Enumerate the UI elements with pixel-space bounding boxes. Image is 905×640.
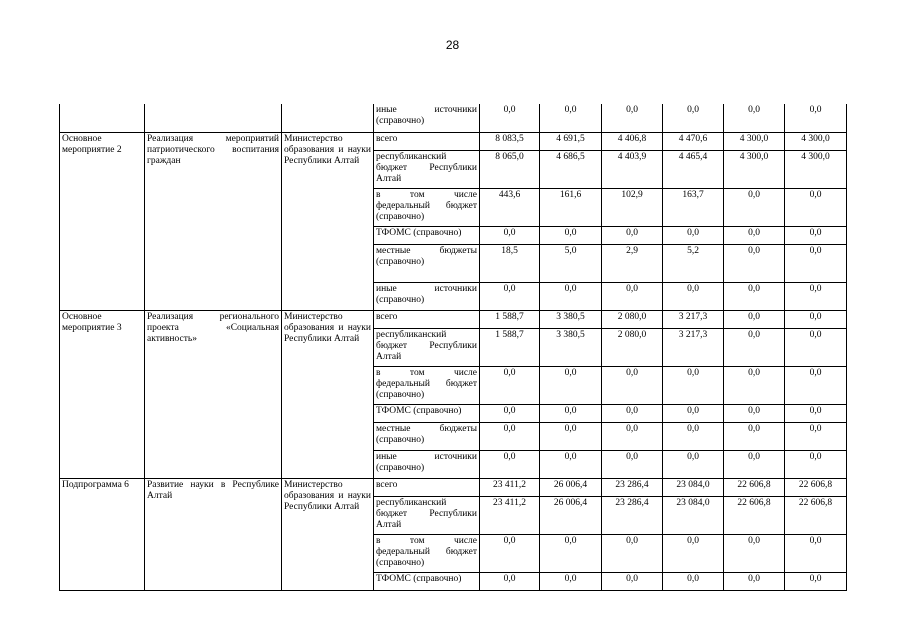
value-cell: 0,0 (602, 226, 663, 244)
funding-source-cell: иные источники (справочно) (374, 450, 480, 478)
value-cell: 4 300,0 (724, 150, 785, 188)
funding-source-cell: ТФОМС (справочно) (374, 226, 480, 244)
value-cell: 0,0 (724, 534, 785, 572)
value-cell: 4 470,6 (663, 132, 724, 150)
value-cell: 0,0 (663, 282, 724, 310)
value-cell: 3 380,5 (540, 310, 602, 328)
value-cell: 0,0 (602, 366, 663, 404)
value-cell: 0,0 (724, 404, 785, 422)
value-cell: 0,0 (724, 188, 785, 226)
value-cell: 4 300,0 (785, 150, 847, 188)
value-cell: 4 300,0 (785, 132, 847, 150)
value-cell: 0,0 (663, 534, 724, 572)
value-cell: 0,0 (663, 366, 724, 404)
value-cell: 4 300,0 (724, 132, 785, 150)
value-cell: 0,0 (724, 226, 785, 244)
value-cell: 5,0 (540, 244, 602, 282)
funding-source-cell: всего (374, 478, 480, 496)
value-cell: 0,0 (480, 572, 540, 590)
value-cell: 2,9 (602, 244, 663, 282)
event-name-cell: Развитие науки в Республике Алтай (145, 478, 282, 590)
value-cell: 0,0 (540, 422, 602, 450)
value-cell: 0,0 (785, 366, 847, 404)
value-cell: 4 465,4 (663, 150, 724, 188)
value-cell: 0,0 (785, 244, 847, 282)
value-cell: 0,0 (540, 404, 602, 422)
value-cell: 0,0 (785, 282, 847, 310)
value-cell: 0,0 (480, 226, 540, 244)
value-cell: 0,0 (540, 226, 602, 244)
value-cell: 0,0 (724, 366, 785, 404)
value-cell: 0,0 (663, 104, 724, 132)
value-cell: 0,0 (724, 104, 785, 132)
table-row (60, 478, 847, 496)
value-cell: 0,0 (724, 244, 785, 282)
value-cell: 26 006,4 (540, 478, 602, 496)
value-cell: 23 286,4 (602, 496, 663, 534)
value-cell: 0,0 (602, 534, 663, 572)
funding-source-cell: иные источники (справочно) (374, 282, 480, 310)
event-name-cell: Реализация мероприятий патриотического воспитания граждан (145, 132, 282, 310)
value-cell: 4 403,9 (602, 150, 663, 188)
value-cell: 0,0 (602, 572, 663, 590)
value-cell: 0,0 (480, 282, 540, 310)
value-cell: 0,0 (602, 282, 663, 310)
responsible-cell: Министерство образования и науки Республики Алтай (282, 132, 374, 310)
funding-source-cell: всего (374, 310, 480, 328)
value-cell: 22 606,8 (724, 496, 785, 534)
value-cell: 0,0 (785, 422, 847, 450)
funding-source-cell: всего (374, 132, 480, 150)
value-cell: 0,0 (602, 450, 663, 478)
value-cell: 0,0 (602, 422, 663, 450)
value-cell: 8 083,5 (480, 132, 540, 150)
value-cell: 0,0 (724, 572, 785, 590)
value-cell: 0,0 (724, 328, 785, 366)
value-cell: 0,0 (785, 404, 847, 422)
value-cell: 5,2 (663, 244, 724, 282)
value-cell: 0,0 (724, 422, 785, 450)
value-cell: 0,0 (663, 450, 724, 478)
event-name-cell: Реализация регионального проекта «Социальная активность» (145, 310, 282, 478)
event-name-cell (145, 104, 282, 132)
value-cell: 0,0 (480, 534, 540, 572)
value-cell: 0,0 (540, 572, 602, 590)
value-cell: 3 380,5 (540, 328, 602, 366)
value-cell: 1 588,7 (480, 310, 540, 328)
value-cell: 0,0 (663, 404, 724, 422)
value-cell: 0,0 (663, 572, 724, 590)
value-cell: 2 080,0 (602, 328, 663, 366)
funding-source-cell: местные бюджеты (справочно) (374, 244, 480, 282)
value-cell: 23 411,2 (480, 496, 540, 534)
funding-source-cell: в том числе федеральный бюджет (справочно) (374, 366, 480, 404)
funding-source-cell: республиканский бюджет Республики Алтай (374, 328, 480, 366)
funding-source-cell: в том числе федеральный бюджет (справочно) (374, 534, 480, 572)
value-cell: 26 006,4 (540, 496, 602, 534)
value-cell: 4 691,5 (540, 132, 602, 150)
value-cell: 0,0 (540, 282, 602, 310)
value-cell: 2 080,0 (602, 310, 663, 328)
value-cell: 163,7 (663, 188, 724, 226)
value-cell: 22 606,8 (724, 478, 785, 496)
value-cell: 0,0 (480, 450, 540, 478)
funding-source-cell: ТФОМС (справочно) (374, 404, 480, 422)
value-cell: 0,0 (602, 104, 663, 132)
value-cell: 0,0 (480, 366, 540, 404)
responsible-cell: Министерство образования и науки Республики Алтай (282, 478, 374, 590)
event-code-cell: Основное мероприятие 3 (60, 310, 145, 478)
value-cell: 0,0 (785, 188, 847, 226)
value-cell: 0,0 (785, 572, 847, 590)
value-cell: 23 411,2 (480, 478, 540, 496)
value-cell: 443,6 (480, 188, 540, 226)
table-row (60, 310, 847, 328)
funding-source-cell: местные бюджеты (справочно) (374, 422, 480, 450)
value-cell: 161,6 (540, 188, 602, 226)
value-cell: 3 217,3 (663, 310, 724, 328)
value-cell: 0,0 (785, 450, 847, 478)
value-cell: 23 084,0 (663, 478, 724, 496)
responsible-cell: Министерство образования и науки Республики Алтай (282, 310, 374, 478)
funding-source-cell: республиканский бюджет Республики Алтай (374, 150, 480, 188)
value-cell: 0,0 (785, 534, 847, 572)
value-cell: 0,0 (540, 104, 602, 132)
funding-source-cell: в том числе федеральный бюджет (справочно) (374, 188, 480, 226)
value-cell: 0,0 (724, 282, 785, 310)
value-cell: 4 686,5 (540, 150, 602, 188)
value-cell: 8 065,0 (480, 150, 540, 188)
value-cell: 0,0 (785, 310, 847, 328)
value-cell: 23 084,0 (663, 496, 724, 534)
budget-table (59, 104, 847, 591)
funding-source-cell: республиканский бюджет Республики Алтай (374, 496, 480, 534)
responsible-cell (282, 104, 374, 132)
value-cell: 0,0 (480, 104, 540, 132)
value-cell: 22 606,8 (785, 478, 847, 496)
value-cell: 0,0 (724, 450, 785, 478)
value-cell: 4 406,8 (602, 132, 663, 150)
value-cell: 0,0 (480, 422, 540, 450)
value-cell: 0,0 (480, 404, 540, 422)
value-cell: 102,9 (602, 188, 663, 226)
event-code-cell: Основное мероприятие 2 (60, 132, 145, 310)
value-cell: 1 588,7 (480, 328, 540, 366)
value-cell: 22 606,8 (785, 496, 847, 534)
table-row (60, 132, 847, 150)
value-cell: 0,0 (540, 450, 602, 478)
value-cell: 0,0 (540, 534, 602, 572)
funding-source-cell: иные источники (справочно) (374, 104, 480, 132)
value-cell: 0,0 (785, 328, 847, 366)
funding-source-cell: ТФОМС (справочно) (374, 572, 480, 590)
value-cell: 0,0 (602, 404, 663, 422)
value-cell: 0,0 (540, 366, 602, 404)
value-cell: 0,0 (785, 104, 847, 132)
event-code-cell: Подпрограмма 6 (60, 478, 145, 590)
value-cell: 0,0 (785, 226, 847, 244)
value-cell: 0,0 (663, 422, 724, 450)
table-row (60, 104, 847, 132)
value-cell: 3 217,3 (663, 328, 724, 366)
value-cell: 0,0 (663, 226, 724, 244)
value-cell: 18,5 (480, 244, 540, 282)
page-number: 28 (445, 38, 460, 52)
value-cell: 23 286,4 (602, 478, 663, 496)
value-cell: 0,0 (724, 310, 785, 328)
event-code-cell (60, 104, 145, 132)
